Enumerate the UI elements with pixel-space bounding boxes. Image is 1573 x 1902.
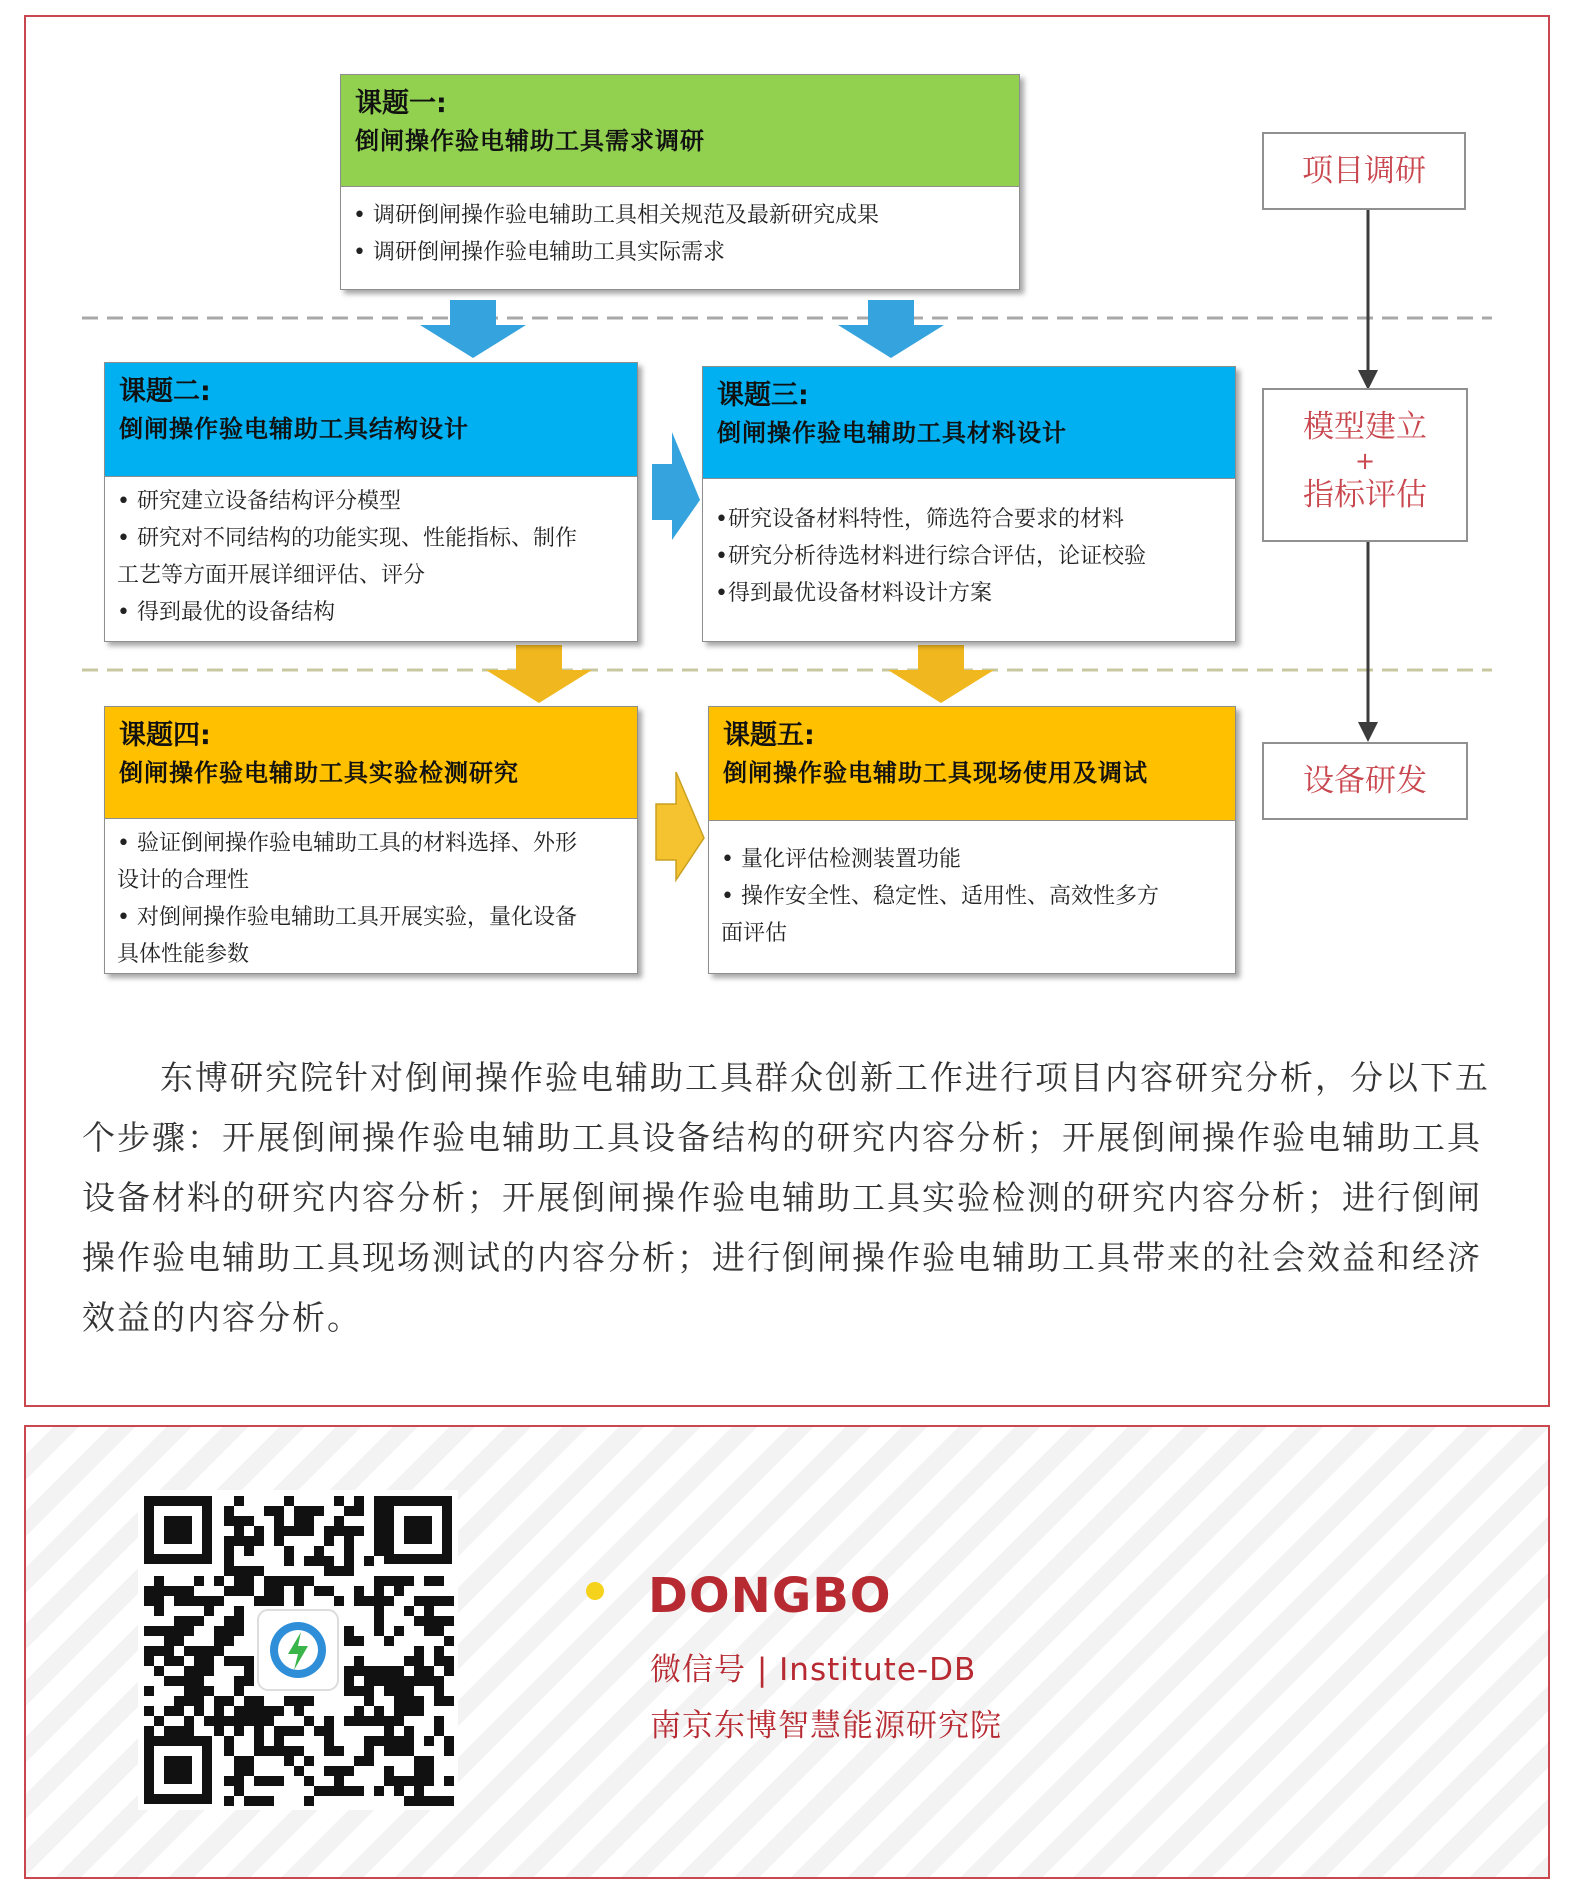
topic-4-line-1: • 验证倒闸操作验电辅助工具的材料选择、外形: [117, 831, 577, 856]
stage-research-label: 项目调研: [1302, 153, 1426, 189]
stage-model-line-1: 模型建立: [1303, 409, 1427, 445]
topic-5-line-1: • 量化评估检测装置功能: [721, 847, 961, 872]
brand-name: DONGBO: [648, 1568, 892, 1624]
topic-5-label: 课题五:: [723, 720, 815, 751]
organization-name: 南京东博智慧能源研究院: [650, 1708, 1002, 1744]
stage-develop-label: 设备研发: [1303, 763, 1427, 799]
topic-2-body: [105, 477, 637, 631]
topic-4-body: [105, 819, 637, 973]
qr-code-graphic: [138, 1490, 458, 1810]
stage-research: [1262, 132, 1466, 210]
topic-4-box: [104, 706, 638, 974]
topic-1-line-1: • 调研倒闸操作验电辅助工具相关规范及最新研究成果: [353, 203, 879, 228]
timeline-arrowhead-2: [1358, 722, 1378, 742]
wechat-id: 微信号 | Institute-DB: [650, 1652, 977, 1688]
topic-2-label: 课题二:: [119, 376, 211, 407]
bullet-dot: [586, 1582, 604, 1600]
topic-3-label: 课题三:: [717, 380, 809, 411]
topic-3-body: [703, 479, 1235, 612]
stage-model-line-2: 指标评估: [1303, 477, 1427, 513]
topic-5-line-3: 面评估: [721, 921, 788, 946]
topic-4-line-4: 具体性能参数: [117, 942, 250, 967]
topic-1-line-2: • 调研倒闸操作验电辅助工具实际需求: [353, 240, 725, 265]
topic-4-line-3: • 对倒闸操作验电辅助工具开展实验，量化设备: [117, 905, 577, 930]
topic-2-line-2: • 研究对不同结构的功能实现、性能指标、制作: [117, 526, 577, 551]
topic-3-line-2: •研究分析待选材料进行综合评估，论证校验: [715, 544, 1146, 569]
down-arrow-gold-left: [486, 645, 592, 703]
topic-3-box: [702, 366, 1236, 642]
down-arrow-gold-right: [888, 645, 994, 703]
qr-code: [138, 1490, 458, 1810]
stage-develop: [1262, 742, 1468, 820]
down-arrow-blue-left: [420, 300, 526, 358]
topic-4-title: 倒闸操作验电辅助工具实验检测研究: [119, 759, 519, 787]
topic-4-label: 课题四:: [119, 720, 211, 751]
topic-1-box: [340, 74, 1020, 290]
topic-1-header: [341, 75, 1019, 187]
topic-2-title: 倒闸操作验电辅助工具结构设计: [119, 415, 469, 443]
topic-1-label: 课题一:: [355, 88, 447, 119]
topic-2-line-1: • 研究建立设备结构评分模型: [117, 489, 401, 514]
topic-5-title: 倒闸操作验电辅助工具现场使用及调试: [723, 759, 1148, 787]
stage-model: [1262, 388, 1468, 542]
topic-2-line-4: • 得到最优的设备结构: [117, 600, 335, 625]
topic-5-line-2: • 操作安全性、稳定性、适用性、高效性多方: [721, 884, 1159, 909]
topic-1-body: [341, 187, 1019, 271]
stage-model-plus: +: [1354, 447, 1376, 475]
topic-5-body: [709, 821, 1235, 952]
topic-2-line-3: 工艺等方面开展详细评估、评分: [117, 563, 426, 588]
topic-3-title: 倒闸操作验电辅助工具材料设计: [717, 419, 1067, 447]
topic-3-line-3: •得到最优设备材料设计方案: [715, 581, 992, 606]
topic-5-box: [708, 706, 1236, 974]
description-paragraph: 东博研究院针对倒闸操作验电辅助工具群众创新工作进行项目内容研究分析，分以下五个步骤：开展倒闸操作验电辅助工具设备结构的研究内容分析；开展倒闸操作验电辅助工具设备材料的研究内容分析；开展倒闸操作验电辅助工具实验检测的研究内容分析；进行倒闸操作验电辅助工具现场测试的内容分析；进行倒闸操作验电辅助工具带来的社会效益和经济效益的内容分析。: [82, 1058, 1490, 1337]
topic-5-header: [709, 707, 1235, 821]
topic-2-header: [105, 363, 637, 477]
timeline-arrowhead-1: [1358, 370, 1378, 390]
topic-2-box: [104, 362, 638, 642]
down-arrow-blue-right: [838, 300, 944, 358]
topic-1-title: 倒闸操作验电辅助工具需求调研: [355, 127, 705, 155]
right-arrow-gold: [656, 772, 704, 880]
topic-4-line-2: 设计的合理性: [117, 868, 250, 893]
topic-3-header: [703, 367, 1235, 479]
right-arrow-blue: [652, 432, 700, 540]
topic-4-header: [105, 707, 637, 819]
topic-3-line-1: •研究设备材料特性，筛选符合要求的材料: [715, 507, 1124, 532]
